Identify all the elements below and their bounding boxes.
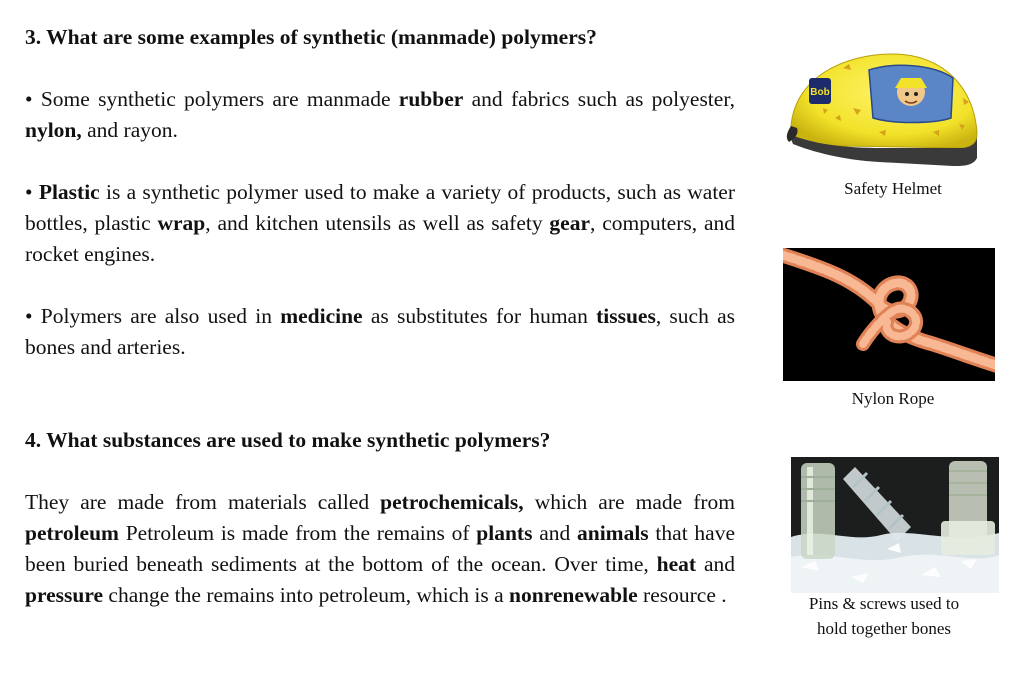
question-3-heading: 3. What are some examples of synthetic (manmade) polymers? [25, 25, 597, 49]
keyword-rubber: rubber [398, 87, 464, 111]
nylon-rope-image [783, 248, 995, 381]
screws-caption-line2: hold together bones [816, 619, 952, 638]
bullet-rubber-fabrics: • Some synthetic polymers are manmade rubber and fabrics such as polyester, nylon, and rayon. [25, 87, 735, 142]
bullet-mark: • [25, 180, 33, 204]
keyword-pressure: pressure [25, 583, 104, 607]
keyword-petroleum: petroleum [25, 521, 119, 545]
helmet-caption: Safety Helmet [844, 179, 942, 198]
keyword-petrochemicals: petrochemicals, [380, 490, 524, 514]
helmet-logo-text [810, 87, 829, 98]
safety-helmet-image [783, 48, 981, 168]
bullet-medicine: • Polymers are also used in medicine as substitutes for human tissues, such as bones and arteries. [25, 304, 735, 359]
svg-text:Bob: Bob [810, 87, 830, 98]
keyword-plants: plants [476, 521, 533, 545]
pins-screws-image [791, 457, 999, 593]
keyword-animals: animals [576, 521, 649, 545]
question-4-heading: 4. What substances are used to make synthetic polymers? [25, 428, 551, 452]
bullet-plastic: • Plastic is a synthetic polymer used to make a variety of products, such as water bottles, plastic wrap, and kitchen utensils as well as safety gear, computers, and rocket engines. [25, 180, 735, 266]
keyword-heat: heat [656, 552, 697, 576]
keyword-tissues: tissues [596, 304, 656, 328]
bullet-mark: • [25, 87, 33, 111]
rope-caption: Nylon Rope [851, 389, 935, 408]
screws-caption-line1: Pins & screws used to [808, 594, 960, 613]
text-column [25, 22, 735, 611]
keyword-medicine: medicine [280, 304, 363, 328]
petroleum-paragraph: They are made from materials called petrochemicals, which are made from petroleum Petroleum is made from the remains of plants and animals that have been buried beneath sediments at the bottom of the ocean. Over time, heat and pressure change the remains into petroleum, which is a nonrenewable resource . [25, 490, 735, 607]
keyword-plastic: Plastic [38, 180, 100, 204]
keyword-wrap: wrap [157, 211, 206, 235]
keyword-nylon: nylon, [25, 118, 82, 142]
keyword-nonrenewable: nonrenewable [509, 583, 638, 607]
keyword-gear: gear [549, 211, 590, 235]
bullet-mark: • [25, 304, 33, 328]
